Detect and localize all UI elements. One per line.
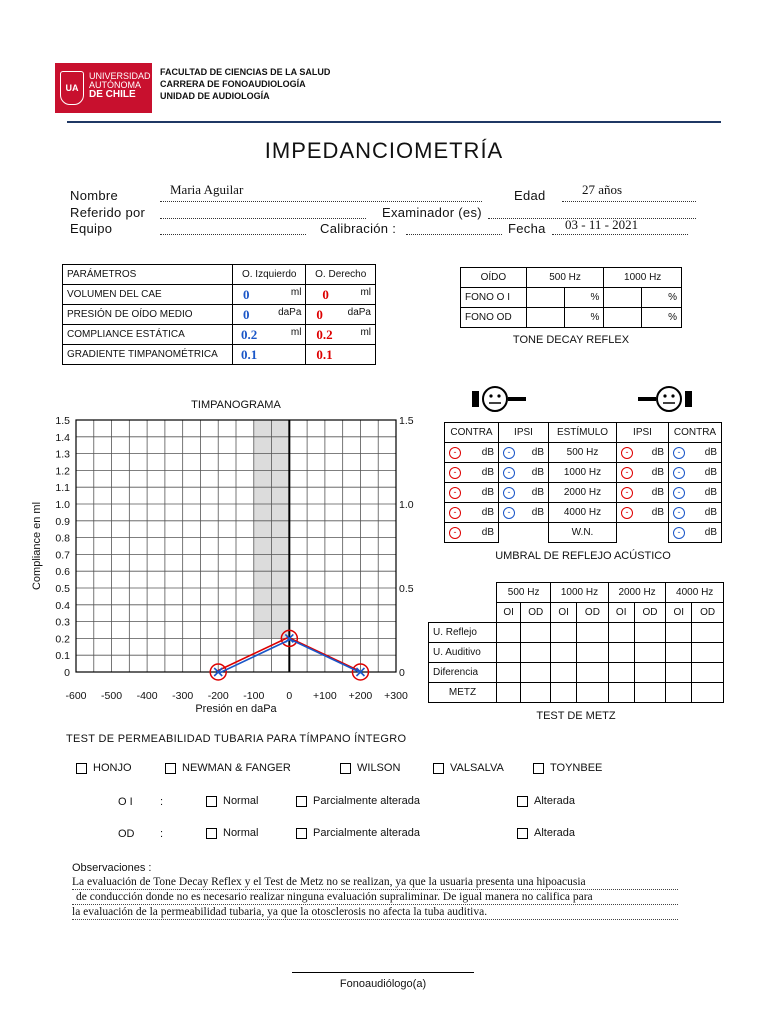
table-row: - dB - dB 2000 Hz - dB - dB (445, 483, 722, 503)
minus-icon: - (673, 487, 685, 499)
right-value: 0 (322, 286, 329, 302)
table-row: FONO O I % % (461, 288, 682, 308)
minus-icon: - (503, 487, 515, 499)
y-tick-label: 1.2 (55, 465, 70, 478)
x-tick-label: +300 (384, 690, 408, 702)
checkbox[interactable] (165, 763, 176, 774)
faculty-name: FACULTAD DE CIENCIAS DE LA SALUD (160, 67, 331, 77)
right-value: 0 (316, 306, 323, 322)
tympanogram-chart (20, 392, 420, 722)
y-tick-label: 0 (64, 667, 70, 679)
minus-icon: - (621, 467, 633, 479)
y2-tick-label: 1.0 (399, 499, 414, 511)
test-toynbee[interactable]: TOYNBEE (533, 762, 602, 774)
fecha-value: 03 - 11 - 2021 (565, 217, 639, 232)
table-header-row: PARÁMETROS O. Izquierdo O. Derecho (63, 265, 376, 285)
oi-normal[interactable]: Normal (206, 795, 258, 807)
tone-decay-table (460, 267, 682, 328)
oi-alterada[interactable]: Alterada (517, 795, 575, 807)
examinador-label: Examinador (es) (382, 205, 482, 220)
observations-text[interactable]: La evaluación de Tone Decay Reflex y el Test de Metz no se realizan, ya que la usuaria presenta una hipoacusia de conducción donde no es necesario realizar ninguna evaluación supraliminar. De igual manera no califica para la evaluación de la permeabilidad tubaria, ya que la otosclerosis no afecta la tuba auditiva. (72, 875, 678, 920)
checkbox[interactable] (433, 763, 444, 774)
oi-parcial[interactable]: Parcialmente alterada (296, 795, 420, 807)
signature-label: Fonoaudiólogo(a) (339, 978, 427, 990)
checkbox[interactable] (76, 763, 87, 774)
permeability-title: TEST DE PERMEABILIDAD TUBARIA PARA TÍMPANO ÍNTEGRO (66, 733, 407, 745)
observations-label: Observaciones : (72, 862, 152, 874)
y-tick-label: 0.9 (55, 515, 70, 528)
table-row: U. Reflejo (429, 623, 724, 643)
checkbox[interactable] (206, 796, 217, 807)
minus-icon: - (621, 447, 633, 459)
nombre-label: Nombre (70, 188, 119, 203)
referido-field[interactable] (160, 207, 366, 219)
table-row: GRADIENTE TIMPANOMÉTRICA 0.1 0.1 (63, 345, 376, 365)
table-row: PRESIÓN DE OÍDO MEDIO 0 daPa 0 daPa (63, 305, 376, 325)
chart-title: TIMPANOGRAMA (191, 399, 281, 411)
checkbox[interactable] (296, 796, 307, 807)
minus-icon: - (673, 467, 685, 479)
table-row: - dB - dB 500 Hz - dB - dB (445, 443, 722, 463)
y-tick-label: 0.4 (55, 599, 70, 612)
left-value: 0 (243, 286, 250, 302)
x-tick-label: +100 (313, 690, 337, 702)
x-tick-label: +200 (348, 690, 373, 702)
ear-oi-label: O I (118, 796, 133, 808)
x-tick-label: -500 (101, 690, 123, 702)
od-alterada[interactable]: Alterada (517, 827, 575, 839)
logo-text: UNIVERSIDAD AUTÓNOMA DE CHILE (89, 71, 151, 100)
career-name: CARRERA DE FONOAUDIOLOGÍA (160, 79, 306, 89)
y-tick-label: 0.5 (55, 583, 70, 595)
signature-line (292, 972, 474, 973)
y-tick-label: 1.4 (55, 431, 70, 444)
y-tick-label: 1.0 (55, 499, 70, 511)
edad-value: 27 años (582, 182, 623, 197)
table-header-row: CONTRA IPSI ESTÍMULO IPSI CONTRA (445, 423, 722, 443)
y2-tick-label: 0.5 (399, 583, 414, 595)
table-row: METZ (429, 683, 724, 703)
y-tick-label: 0.8 (55, 532, 70, 545)
checkbox[interactable] (533, 763, 544, 774)
nombre-value: Maria Aguilar (170, 182, 244, 197)
right-value: 0.2 (316, 326, 333, 342)
left-value: 0.1 (241, 346, 258, 362)
x-tick-label: -300 (172, 690, 194, 702)
test-wilson[interactable]: WILSON (340, 762, 400, 774)
minus-icon: - (673, 527, 685, 539)
edad-label: Edad (514, 188, 546, 203)
minus-icon: - (449, 487, 461, 499)
table-row: - dB - dB 1000 Hz - dB - dB (445, 463, 722, 483)
checkbox[interactable] (296, 828, 307, 839)
table-row: - dB - dB 4000 Hz - dB - dB (445, 503, 722, 523)
y-axis-label: Compliance en ml (31, 501, 43, 591)
test-honjo[interactable]: HONJO (76, 762, 132, 774)
unit-name: UNIDAD DE AUDIOLOGÍA (160, 91, 270, 101)
table-row: Diferencia (429, 663, 724, 683)
table-row: VOLUMEN DEL CAE 0 ml 0 ml (63, 285, 376, 305)
test-valsalva[interactable]: VALSALVA (433, 762, 504, 774)
equipo-label: Equipo (70, 221, 113, 236)
checkbox[interactable] (206, 828, 217, 839)
minus-icon: - (621, 507, 633, 519)
referido-label: Referido por (70, 205, 146, 220)
table-row: COMPLIANCE ESTÁTICA 0.2 ml 0.2 ml (63, 325, 376, 345)
left-value: 0.2 (241, 326, 258, 342)
parameters-table (62, 264, 376, 365)
checkbox[interactable] (517, 796, 528, 807)
table-row: FONO OD % % (461, 308, 682, 328)
x-axis-label: Presión en daPa (195, 703, 277, 715)
table-row: - dB W.N. - dB (445, 523, 722, 543)
od-parcial[interactable]: Parcialmente alterada (296, 827, 420, 839)
left-value: 0 (243, 306, 250, 322)
y-tick-label: 1.3 (55, 448, 70, 461)
x-tick-label: -600 (65, 690, 87, 702)
checkbox[interactable] (340, 763, 351, 774)
page-title: IMPEDANCIOMETRÍA (264, 138, 504, 163)
metz-caption: TEST DE METZ (536, 710, 616, 722)
table-header-row: OÍDO 500 Hz 1000 Hz (461, 268, 682, 288)
institution-block (160, 66, 330, 102)
x-tick-label: -200 (207, 690, 229, 702)
y-tick-label: 1.5 (55, 415, 70, 427)
minus-icon: - (449, 507, 461, 519)
x-tick-label: -400 (136, 690, 158, 702)
tone-decay-caption: TONE DECAY REFLEX (512, 334, 630, 346)
minus-icon: - (449, 527, 461, 539)
y-tick-label: 0.2 (55, 633, 70, 646)
metz-table (428, 582, 724, 703)
minus-icon: - (503, 507, 515, 519)
equipo-field[interactable] (160, 223, 306, 235)
y-tick-label: 0.7 (55, 549, 70, 562)
minus-icon: - (673, 507, 685, 519)
minus-icon: - (449, 467, 461, 479)
table-header-row: 500 Hz 1000 Hz 2000 Hz 4000 Hz (429, 583, 724, 603)
fecha-label: Fecha (508, 221, 546, 236)
y2-tick-label: 0 (399, 667, 405, 679)
minus-icon: - (503, 467, 515, 479)
y-tick-label: 0.6 (55, 566, 70, 579)
x-tick-label: 0 (286, 690, 293, 702)
minus-icon: - (449, 447, 461, 459)
calibracion-field[interactable] (406, 223, 502, 235)
table-row: U. Auditivo (429, 643, 724, 663)
ipsi-headphone-icon (470, 383, 530, 417)
minus-icon: - (621, 487, 633, 499)
ear-od-label: OD (118, 828, 135, 840)
minus-icon: - (503, 447, 515, 459)
x-tick-label: -100 (243, 690, 265, 702)
university-logo (55, 63, 152, 113)
right-value: 0.1 (316, 346, 333, 362)
shield-icon: UA (60, 71, 84, 105)
y-tick-label: 1.1 (55, 482, 70, 495)
y2-tick-label: 1.5 (399, 415, 414, 427)
table-header-row: OI OD OI OD OI OD OI OD (429, 603, 724, 623)
checkbox[interactable] (517, 828, 528, 839)
reflex-caption: UMBRAL DE REFLEJO ACÚSTICO (495, 550, 671, 562)
y-tick-label: 0.1 (55, 650, 70, 663)
header-divider (67, 121, 721, 123)
minus-icon: - (673, 447, 685, 459)
acoustic-reflex-table (444, 422, 722, 543)
contra-headphone-icon (636, 383, 696, 417)
od-normal[interactable]: Normal (206, 827, 258, 839)
calibracion-label: Calibración : (320, 221, 397, 236)
test-newman-fanger[interactable]: NEWMAN & FANGER (165, 762, 291, 774)
y-tick-label: 0.3 (55, 616, 70, 629)
